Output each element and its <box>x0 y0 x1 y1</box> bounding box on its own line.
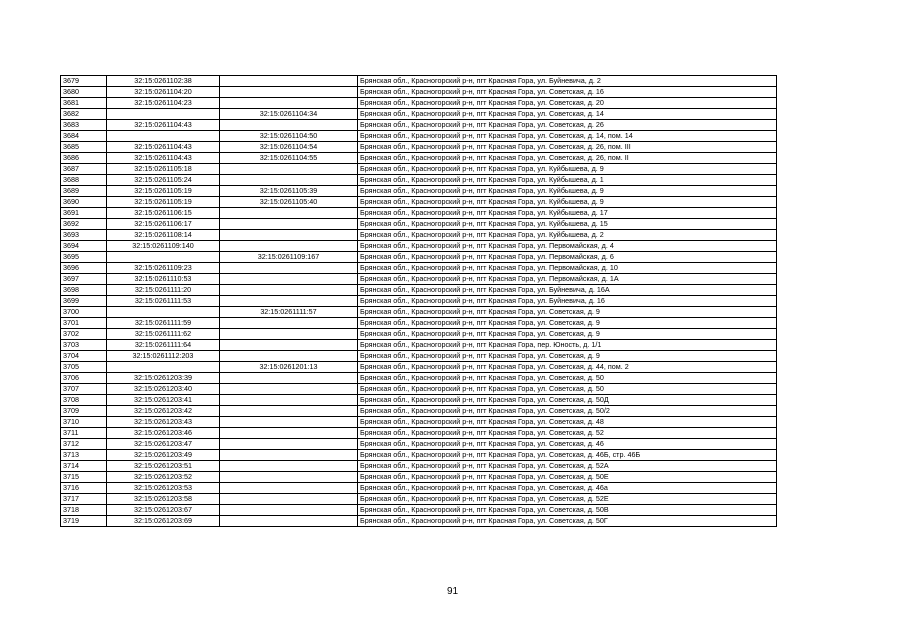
room-cadastral-number-cell <box>220 483 358 494</box>
table-row <box>61 373 777 384</box>
cadastral-number-cell: 32:15:0261104:20 <box>107 87 220 98</box>
row-number-cell: 3688 <box>61 175 107 186</box>
row-number-cell: 3690 <box>61 197 107 208</box>
room-cadastral-number-cell <box>220 340 358 351</box>
row-number-cell: 3694 <box>61 241 107 252</box>
address-cell: Брянская обл., Красногорский р-н, пгт Красная Гора, ул. Первомайская, д. 10 <box>358 263 777 274</box>
row-number-cell: 3715 <box>61 472 107 483</box>
cadastral-number-cell: 32:15:0261111:64 <box>107 340 220 351</box>
row-number-cell: 3685 <box>61 142 107 153</box>
room-cadastral-number-cell <box>220 450 358 461</box>
cadastral-number-cell: 32:15:0261203:40 <box>107 384 220 395</box>
address-cell: Брянская обл., Красногорский р-н, пгт Красная Гора, ул. Советская, д. 50/2 <box>358 406 777 417</box>
room-cadastral-number-cell <box>220 175 358 186</box>
cadastral-number-cell: 32:15:0261105:24 <box>107 175 220 186</box>
table-row <box>61 120 777 131</box>
cadastral-number-cell <box>107 252 220 263</box>
row-number-cell: 3700 <box>61 307 107 318</box>
table-row <box>61 164 777 175</box>
address-cell: Брянская обл., Красногорский р-н, пгт Красная Гора, ул. Советская, д. 50Е <box>358 472 777 483</box>
room-cadastral-number-cell: 32:15:0261105:40 <box>220 197 358 208</box>
row-number-cell: 3719 <box>61 516 107 527</box>
row-number-cell: 3681 <box>61 98 107 109</box>
row-number-cell: 3683 <box>61 120 107 131</box>
table-row <box>61 351 777 362</box>
cadastral-number-cell: 32:15:0261105:19 <box>107 197 220 208</box>
table-row <box>61 98 777 109</box>
table-row <box>61 186 777 197</box>
cadastral-table <box>60 75 777 527</box>
table-row <box>61 439 777 450</box>
table-row <box>61 87 777 98</box>
address-cell: Брянская обл., Красногорский р-н, пгт Красная Гора, ул. Советская, д. 20 <box>358 98 777 109</box>
table-row <box>61 428 777 439</box>
table-row <box>61 219 777 230</box>
table-row <box>61 274 777 285</box>
room-cadastral-number-cell <box>220 505 358 516</box>
room-cadastral-number-cell <box>220 98 358 109</box>
table-row <box>61 505 777 516</box>
row-number-cell: 3679 <box>61 76 107 87</box>
address-cell: Брянская обл., Красногорский р-н, пгт Красная Гора, ул. Советская, д. 50Г <box>358 516 777 527</box>
row-number-cell: 3682 <box>61 109 107 120</box>
cadastral-number-cell: 32:15:0261203:52 <box>107 472 220 483</box>
room-cadastral-number-cell <box>220 230 358 241</box>
room-cadastral-number-cell <box>220 164 358 175</box>
row-number-cell: 3702 <box>61 329 107 340</box>
address-cell: Брянская обл., Красногорский р-н, пгт Красная Гора, ул. Советская, д. 46 <box>358 439 777 450</box>
table-row <box>61 472 777 483</box>
table-row <box>61 329 777 340</box>
table-row <box>61 252 777 263</box>
row-number-cell: 3699 <box>61 296 107 307</box>
table-row <box>61 318 777 329</box>
cadastral-number-cell: 32:15:0261203:47 <box>107 439 220 450</box>
room-cadastral-number-cell <box>220 472 358 483</box>
row-number-cell: 3701 <box>61 318 107 329</box>
table-row <box>61 263 777 274</box>
cadastral-number-cell: 32:15:0261203:69 <box>107 516 220 527</box>
address-cell: Брянская обл., Красногорский р-н, пгт Красная Гора, ул. Куйбышева, д. 9 <box>358 197 777 208</box>
room-cadastral-number-cell <box>220 219 358 230</box>
cadastral-number-cell: 32:15:0261203:42 <box>107 406 220 417</box>
row-number-cell: 3687 <box>61 164 107 175</box>
room-cadastral-number-cell <box>220 263 358 274</box>
table-row <box>61 241 777 252</box>
row-number-cell: 3711 <box>61 428 107 439</box>
cadastral-number-cell: 32:15:0261108:14 <box>107 230 220 241</box>
page-number: 91 <box>446 586 459 597</box>
row-number-cell: 3707 <box>61 384 107 395</box>
cadastral-number-cell: 32:15:0261109:23 <box>107 263 220 274</box>
address-cell: Брянская обл., Красногорский р-н, пгт Красная Гора, ул. Советская, д. 52Е <box>358 494 777 505</box>
address-cell: Брянская обл., Красногорский р-н, пгт Красная Гора, ул. Советская, д. 50Д <box>358 395 777 406</box>
row-number-cell: 3706 <box>61 373 107 384</box>
address-cell: Брянская обл., Красногорский р-н, пгт Красная Гора, ул. Советская, д. 50В <box>358 505 777 516</box>
room-cadastral-number-cell <box>220 87 358 98</box>
room-cadastral-number-cell <box>220 76 358 87</box>
room-cadastral-number-cell: 32:15:0261201:13 <box>220 362 358 373</box>
room-cadastral-number-cell <box>220 516 358 527</box>
table-row <box>61 285 777 296</box>
cadastral-number-cell: 32:15:0261203:41 <box>107 395 220 406</box>
address-cell: Брянская обл., Красногорский р-н, пгт Красная Гора, ул. Советская, д. 26, пом. III <box>358 142 777 153</box>
table-row <box>61 76 777 87</box>
row-number-cell: 3704 <box>61 351 107 362</box>
room-cadastral-number-cell: 32:15:0261104:34 <box>220 109 358 120</box>
address-cell: Брянская обл., Красногорский р-н, пгт Красная Гора, ул. Советская, д. 52А <box>358 461 777 472</box>
address-cell: Брянская обл., Красногорский р-н, пгт Красная Гора, ул. Буйневича, д. 16 <box>358 296 777 307</box>
address-cell: Брянская обл., Красногорский р-н, пгт Красная Гора, ул. Куйбышева, д. 9 <box>358 186 777 197</box>
row-number-cell: 3693 <box>61 230 107 241</box>
room-cadastral-number-cell <box>220 351 358 362</box>
table-row <box>61 296 777 307</box>
room-cadastral-number-cell <box>220 428 358 439</box>
cadastral-number-cell: 32:15:0261105:19 <box>107 186 220 197</box>
cadastral-number-cell: 32:15:0261104:43 <box>107 142 220 153</box>
cadastral-number-cell: 32:15:0261203:49 <box>107 450 220 461</box>
row-number-cell: 3713 <box>61 450 107 461</box>
row-number-cell: 3684 <box>61 131 107 142</box>
room-cadastral-number-cell <box>220 120 358 131</box>
cadastral-number-cell: 32:15:0261111:59 <box>107 318 220 329</box>
address-cell: Брянская обл., Красногорский р-н, пгт Красная Гора, ул. Куйбышева, д. 9 <box>358 164 777 175</box>
address-cell: Брянская обл., Красногорский р-н, пгт Красная Гора, ул. Куйбышева, д. 15 <box>358 219 777 230</box>
address-cell: Брянская обл., Красногорский р-н, пгт Красная Гора, ул. Первомайская, д. 4 <box>358 241 777 252</box>
room-cadastral-number-cell <box>220 318 358 329</box>
cadastral-number-cell: 32:15:0261203:39 <box>107 373 220 384</box>
table-row <box>61 362 777 373</box>
address-cell: Брянская обл., Красногорский р-н, пгт Красная Гора, ул. Советская, д. 48 <box>358 417 777 428</box>
address-cell: Брянская обл., Красногорский р-н, пгт Красная Гора, ул. Первомайская, д. 6 <box>358 252 777 263</box>
room-cadastral-number-cell <box>220 373 358 384</box>
address-cell: Брянская обл., Красногорский р-н, пгт Красная Гора, ул. Советская, д. 46Б, стр. 46Б <box>358 450 777 461</box>
address-cell: Брянская обл., Красногорский р-н, пгт Красная Гора, ул. Советская, д. 26, пом. II <box>358 153 777 164</box>
table-row <box>61 384 777 395</box>
cadastral-number-cell: 32:15:0261102:38 <box>107 76 220 87</box>
room-cadastral-number-cell: 32:15:0261105:39 <box>220 186 358 197</box>
row-number-cell: 3697 <box>61 274 107 285</box>
row-number-cell: 3689 <box>61 186 107 197</box>
room-cadastral-number-cell: 32:15:0261104:50 <box>220 131 358 142</box>
address-cell: Брянская обл., Красногорский р-н, пгт Красная Гора, ул. Первомайская, д. 1А <box>358 274 777 285</box>
address-cell: Брянская обл., Красногорский р-н, пгт Красная Гора, ул. Куйбышева, д. 1 <box>358 175 777 186</box>
room-cadastral-number-cell <box>220 208 358 219</box>
room-cadastral-number-cell <box>220 439 358 450</box>
address-cell: Брянская обл., Красногорский р-н, пгт Красная Гора, ул. Советская, д. 46а <box>358 483 777 494</box>
address-cell: Брянская обл., Красногорский р-н, пгт Красная Гора, ул. Куйбышева, д. 17 <box>358 208 777 219</box>
row-number-cell: 3710 <box>61 417 107 428</box>
row-number-cell: 3696 <box>61 263 107 274</box>
table-row <box>61 450 777 461</box>
address-cell: Брянская обл., Красногорский р-н, пгт Красная Гора, ул. Советская, д. 50 <box>358 373 777 384</box>
cadastral-number-cell: 32:15:0261111:53 <box>107 296 220 307</box>
cadastral-number-cell: 32:15:0261203:67 <box>107 505 220 516</box>
cadastral-number-cell: 32:15:0261203:51 <box>107 461 220 472</box>
address-cell: Брянская обл., Красногорский р-н, пгт Красная Гора, ул. Советская, д. 9 <box>358 329 777 340</box>
room-cadastral-number-cell <box>220 461 358 472</box>
room-cadastral-number-cell: 32:15:0261104:55 <box>220 153 358 164</box>
cadastral-number-cell <box>107 362 220 373</box>
room-cadastral-number-cell: 32:15:0261109:167 <box>220 252 358 263</box>
cadastral-number-cell: 32:15:0261203:43 <box>107 417 220 428</box>
row-number-cell: 3680 <box>61 87 107 98</box>
cadastral-number-cell: 32:15:0261106:15 <box>107 208 220 219</box>
table-row <box>61 461 777 472</box>
address-cell: Брянская обл., Красногорский р-н, пгт Красная Гора, ул. Советская, д. 26 <box>358 120 777 131</box>
room-cadastral-number-cell <box>220 241 358 252</box>
cadastral-number-cell: 32:15:0261203:46 <box>107 428 220 439</box>
row-number-cell: 3691 <box>61 208 107 219</box>
table-row <box>61 175 777 186</box>
cadastral-number-cell: 32:15:0261105:18 <box>107 164 220 175</box>
address-cell: Брянская обл., Красногорский р-н, пгт Красная Гора, ул. Советская, д. 9 <box>358 307 777 318</box>
table-row <box>61 131 777 142</box>
cadastral-number-cell <box>107 307 220 318</box>
cadastral-number-cell <box>107 131 220 142</box>
cadastral-number-cell <box>107 109 220 120</box>
address-cell: Брянская обл., Красногорский р-н, пгт Красная Гора, ул. Советская, д. 14 <box>358 109 777 120</box>
room-cadastral-number-cell <box>220 395 358 406</box>
row-number-cell: 3714 <box>61 461 107 472</box>
row-number-cell: 3695 <box>61 252 107 263</box>
room-cadastral-number-cell: 32:15:0261104:54 <box>220 142 358 153</box>
room-cadastral-number-cell <box>220 406 358 417</box>
cadastral-number-cell: 32:15:0261106:17 <box>107 219 220 230</box>
row-number-cell: 3709 <box>61 406 107 417</box>
cadastral-number-cell: 32:15:0261104:23 <box>107 98 220 109</box>
address-cell: Брянская обл., Красногорский р-н, пгт Красная Гора, ул. Буйневича, д. 16А <box>358 285 777 296</box>
table-body <box>61 76 777 527</box>
row-number-cell: 3703 <box>61 340 107 351</box>
address-cell: Брянская обл., Красногорский р-н, пгт Красная Гора, пер. Юность, д. 1/1 <box>358 340 777 351</box>
row-number-cell: 3718 <box>61 505 107 516</box>
table-row <box>61 208 777 219</box>
room-cadastral-number-cell <box>220 274 358 285</box>
row-number-cell: 3708 <box>61 395 107 406</box>
table-row <box>61 483 777 494</box>
row-number-cell: 3712 <box>61 439 107 450</box>
row-number-cell: 3716 <box>61 483 107 494</box>
cadastral-number-cell: 32:15:0261104:43 <box>107 153 220 164</box>
table-row <box>61 494 777 505</box>
room-cadastral-number-cell <box>220 285 358 296</box>
cadastral-number-cell: 32:15:0261109:140 <box>107 241 220 252</box>
room-cadastral-number-cell <box>220 494 358 505</box>
row-number-cell: 3705 <box>61 362 107 373</box>
room-cadastral-number-cell <box>220 384 358 395</box>
address-cell: Брянская обл., Красногорский р-н, пгт Красная Гора, ул. Советская, д. 50 <box>358 384 777 395</box>
room-cadastral-number-cell: 32:15:0261111:57 <box>220 307 358 318</box>
address-cell: Брянская обл., Красногорский р-н, пгт Красная Гора, ул. Советская, д. 9 <box>358 318 777 329</box>
cadastral-number-cell: 32:15:0261112:203 <box>107 351 220 362</box>
table-row <box>61 142 777 153</box>
cadastral-number-cell: 32:15:0261110:53 <box>107 274 220 285</box>
address-cell: Брянская обл., Красногорский р-н, пгт Красная Гора, ул. Буйневича, д. 2 <box>358 76 777 87</box>
table-row <box>61 109 777 120</box>
row-number-cell: 3686 <box>61 153 107 164</box>
table-row <box>61 340 777 351</box>
address-cell: Брянская обл., Красногорский р-н, пгт Красная Гора, ул. Советская, д. 52 <box>358 428 777 439</box>
cadastral-number-cell: 32:15:0261203:53 <box>107 483 220 494</box>
table-row <box>61 406 777 417</box>
room-cadastral-number-cell <box>220 329 358 340</box>
room-cadastral-number-cell <box>220 417 358 428</box>
address-cell: Брянская обл., Красногорский р-н, пгт Красная Гора, ул. Советская, д. 44, пом. 2 <box>358 362 777 373</box>
table-row <box>61 230 777 241</box>
table-row <box>61 417 777 428</box>
table-row <box>61 307 777 318</box>
cadastral-number-cell: 32:15:0261203:58 <box>107 494 220 505</box>
row-number-cell: 3692 <box>61 219 107 230</box>
cadastral-number-cell: 32:15:0261111:62 <box>107 329 220 340</box>
row-number-cell: 3717 <box>61 494 107 505</box>
cadastral-number-cell: 32:15:0261111:20 <box>107 285 220 296</box>
room-cadastral-number-cell <box>220 296 358 307</box>
address-cell: Брянская обл., Красногорский р-н, пгт Красная Гора, ул. Куйбышева, д. 2 <box>358 230 777 241</box>
cadastral-number-cell: 32:15:0261104:43 <box>107 120 220 131</box>
table-row <box>61 153 777 164</box>
row-number-cell: 3698 <box>61 285 107 296</box>
address-cell: Брянская обл., Красногорский р-н, пгт Красная Гора, ул. Советская, д. 16 <box>358 87 777 98</box>
address-cell: Брянская обл., Красногорский р-н, пгт Красная Гора, ул. Советская, д. 14, пом. 14 <box>358 131 777 142</box>
address-cell: Брянская обл., Красногорский р-н, пгт Красная Гора, ул. Советская, д. 9 <box>358 351 777 362</box>
table-row <box>61 197 777 208</box>
table-row <box>61 395 777 406</box>
table-row <box>61 516 777 527</box>
